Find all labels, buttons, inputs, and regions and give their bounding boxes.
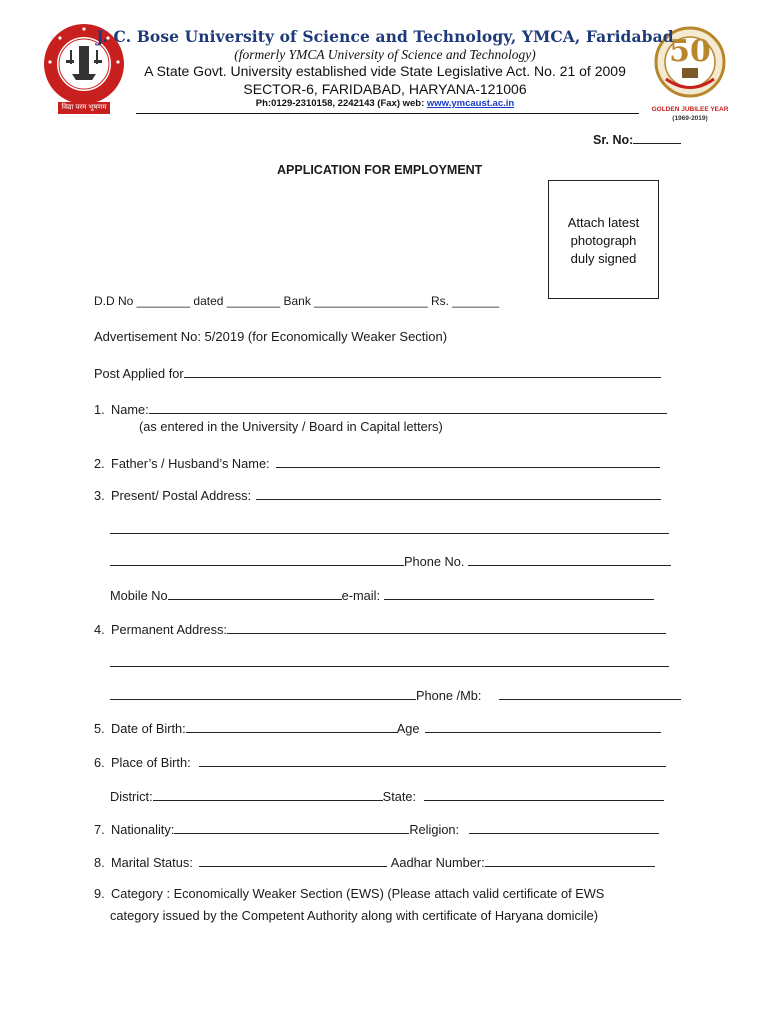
district-field[interactable] [153,787,383,801]
phone-field[interactable] [468,552,671,566]
university-name: J. C. Bose University of Science and Technology, YMCA, Faridabad [96,27,674,46]
post-applied-row [94,364,661,381]
permanent-address-field-3[interactable] [110,686,416,700]
name-num: 1. [94,402,105,417]
district-label: District: [110,789,153,804]
contact-line [0,98,770,109]
golden-jubilee-years: (1969-2019) [672,115,708,122]
phone-mb-row [110,686,681,703]
header-divider [136,113,639,114]
form-title: APPLICATION FOR EMPLOYMENT [277,163,483,177]
marital-num: 8. [94,855,105,870]
nationality-label: Nationality: [111,822,175,837]
post-applied-field[interactable] [184,364,661,378]
district-row [110,787,664,804]
pob-field[interactable] [199,753,666,767]
state-label: State: [382,789,417,804]
established-line: A State Govt. University established vide State Legislative Act. No. 21 of 2009 [144,63,626,79]
contact-text: Ph:0129-2310158, 2242143 (Fax) web: [255,98,427,109]
address-line: SECTOR-6, FARIDABAD, HARYANA-121006 [243,81,527,97]
father-row [94,454,660,471]
post-applied-label: Post Applied for [94,366,184,381]
phone-mb-label: Phone /Mb: [416,688,482,703]
mobile-label: Mobile No [110,588,168,603]
present-address-row [94,486,661,503]
aadhar-label: Aadhar Number: [390,855,485,870]
pob-row [94,753,666,770]
name-note: (as entered in the University / Board in Capital letters) [139,419,443,434]
formerly-name: (formerly YMCA University of Science and Technology) [234,47,536,62]
dob-row [94,719,661,736]
logo-50-text: 50 [669,34,711,69]
photo-text-1: Attach latest [567,215,640,230]
age-field[interactable] [425,719,661,733]
name-row [94,400,667,417]
present-address-field-3[interactable] [110,552,404,566]
permanent-address-label: Permanent Address: [111,622,227,637]
dob-field[interactable] [186,719,397,733]
nationality-field[interactable] [174,820,409,834]
mobile-row [110,586,654,603]
category-text-1: Category : Economically Weaker Section (EWS) (Please attach valid certificate of EWS [111,886,605,901]
advertisement-line: Advertisement No: 5/2019 (for Economically Weaker Section) [94,329,448,344]
name-label: Name: [111,402,149,417]
religion-label: Religion: [409,822,460,837]
category-row [94,886,604,901]
website-link[interactable]: www.ymcaust.ac.in [426,98,515,109]
dd-line: D.D No ________ dated ________ Bank _________________ Rs. _______ [94,294,500,308]
category-text-2: category issued by the Competent Authority along with certificate of Haryana domicile) [110,908,598,923]
dob-num: 5. [94,721,105,736]
sr-no-label: Sr. No: [593,133,634,147]
phone-mb-field[interactable] [499,686,681,700]
present-num: 3. [94,488,105,503]
permanent-address-field-2[interactable] [110,666,669,667]
mobile-field[interactable] [168,586,342,600]
photo-box[interactable] [548,180,659,299]
permanent-address-field-1[interactable] [227,620,666,634]
nationality-row [94,820,659,837]
phone-label: Phone No. [404,554,465,569]
marital-row [94,853,655,870]
present-address-label: Present/ Postal Address: [111,488,252,503]
permanent-address-row [94,620,666,637]
email-label: e-mail: [341,588,381,603]
phone-row [110,552,671,569]
state-field[interactable] [424,787,664,801]
category-num: 9. [94,886,105,901]
pob-num: 6. [94,755,105,770]
age-label: Age [396,721,420,736]
dob-label: Date of Birth: [111,721,186,736]
marital-field[interactable] [199,853,387,867]
email-field[interactable] [384,586,654,600]
father-num: 2. [94,456,105,471]
religion-field[interactable] [469,820,659,834]
present-address-field-2[interactable] [110,533,669,534]
aadhar-field[interactable] [485,853,655,867]
sr-no-field[interactable] [633,130,681,144]
photo-text-3: duly signed [570,251,637,266]
golden-jubilee-label: GOLDEN JUBILEE YEAR [651,106,729,113]
father-label: Father’s / Husband’s Name: [111,456,270,471]
marital-label: Marital Status: [111,855,193,870]
permanent-num: 4. [94,622,105,637]
present-address-field-1[interactable] [256,486,661,500]
nationality-num: 7. [94,822,105,837]
father-field[interactable] [276,454,660,468]
sr-no [593,130,681,147]
photo-text-2: photograph [570,233,637,248]
logo-motto: विद्या परम भूषणम [61,104,107,111]
pob-label: Place of Birth: [111,755,191,770]
name-field[interactable] [149,400,667,414]
